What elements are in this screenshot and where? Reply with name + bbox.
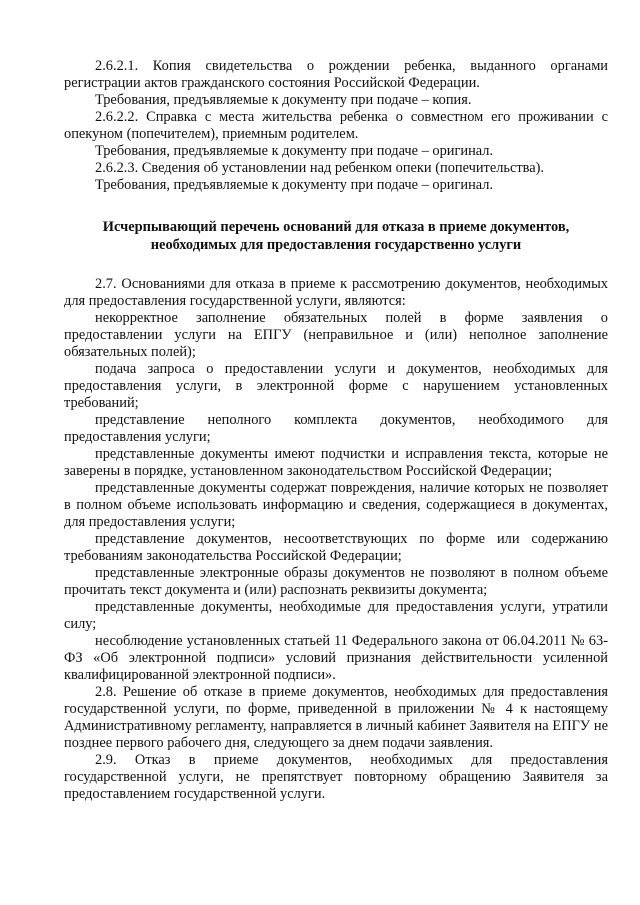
list-item-expired: представленные документы, необходимые для предоставления услуги, утратили силу; [64, 599, 608, 632]
list-item-nonconforming: представление документов, несоответствующих по форме или содержанию требованиям законодательства Российской Федерации; [64, 531, 608, 564]
list-item-incorrect-fields: некорректное заполнение обязательных полей в форме заявления о предоставлении услуги на ЕПГУ (неправильное и (или) неполное заполнение обязательных полей); [64, 310, 608, 360]
paragraph-2-7: 2.7. Основаниями для отказа в приеме к рассмотрению документов, необходимых для предоставления государственной услуги, являются: [64, 276, 608, 309]
list-item-corrections: представленные документы имеют подчистки и исправления текста, которые не заверены в порядке, установленном законодательством Российской Федерации; [64, 446, 608, 479]
paragraph-2-6-2-1: 2.6.2.1. Копия свидетельства о рождении ребенка, выданного органами регистрации актов гражданского состояния Российской Федерации. [64, 58, 608, 91]
list-item-incomplete-set: представление неполного комплекта документов, необходимого для предоставления услуги; [64, 412, 608, 445]
paragraph-2-9: 2.9. Отказ в приеме документов, необходимых для предоставления государственной услуги, не препятствует повторному обращению Заявителя за предоставлением государственной услуги. [64, 752, 608, 802]
list-item-electronic-violation: подача запроса о предоставлении услуги и документов, необходимых для предоставления услуги, в электронной форме с нарушением установленных требований; [64, 361, 608, 411]
section-heading [64, 218, 608, 254]
list-item-unreadable-images: представленные электронные образы документов не позволяют в полном объеме прочитать текст документа и (или) распознать реквизиты документа; [64, 565, 608, 598]
section-heading-line-1: Исчерпывающий перечень оснований для отказа в приеме документов, [102, 219, 570, 235]
paragraph-requirement-copy: Требования, предъявляемые к документу при подаче – копия. [95, 92, 472, 108]
section-heading-line-2: необходимых для предоставления государственно услуги [150, 237, 522, 253]
paragraph-2-6-2-2: 2.6.2.2. Справка с места жительства ребенка о совместном его проживании с опекуном (попечителем), приемным родителем. [64, 109, 608, 142]
paragraph-2-6-2-3: 2.6.2.3. Сведения об установлении над ребенком опеки (попечительства). [95, 160, 545, 176]
list-item-signature: несоблюдение установленных статьей 11 Федерального закона от 06.04.2011 № 63-ФЗ «Об электронной подписи» условий признания действительности усиленной квалифицированной электронной подписи». [64, 633, 608, 683]
paragraph-requirement-original-1: Требования, предъявляемые к документу при подаче – оригинал. [95, 143, 494, 159]
list-item-damage: представленные документы содержат повреждения, наличие которых не позволяет в полном объеме использовать информацию и сведения, содержащиеся в документах, для предоставления услуги; [64, 480, 608, 530]
paragraph-requirement-original-2: Требования, предъявляемые к документу при подаче – оригинал. [95, 177, 494, 193]
paragraph-2-8: 2.8. Решение об отказе в приеме документов, необходимых для предоставления государственной услуги, по форме, приведенной в приложении № 4 к настоящему Административному регламенту, направляется в личный кабинет Заявителя на ЕПГУ не позднее первого рабочего дня, следующего за днем подачи заявления. [64, 684, 608, 751]
